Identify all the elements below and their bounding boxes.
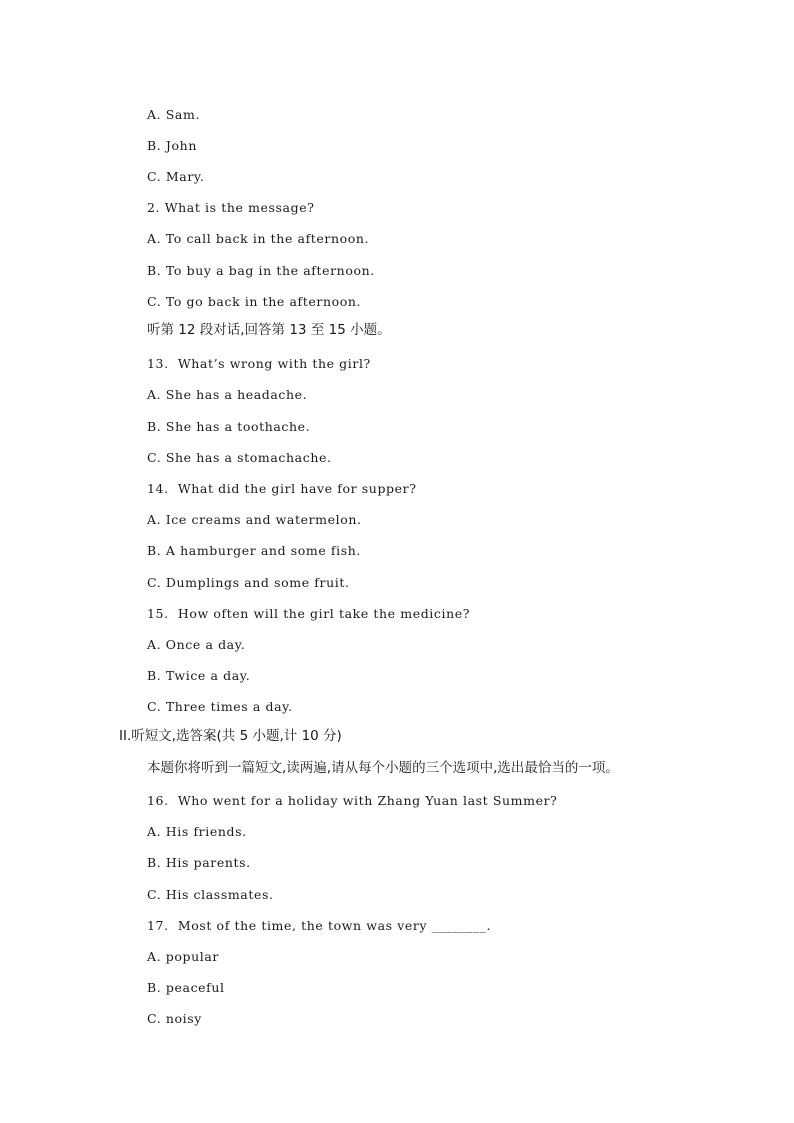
option-line: B. His parents. xyxy=(147,855,251,870)
option-line: B. To buy a bag in the afternoon. xyxy=(147,263,375,278)
option-line: C. She has a stomachache. xyxy=(147,450,332,465)
question-line: 15. How often will the girl take the medicine? xyxy=(147,606,471,621)
option-line: B. A hamburger and some fish. xyxy=(147,543,361,558)
option-line: C. noisy xyxy=(147,1011,202,1026)
option-line: C. Mary. xyxy=(147,169,205,184)
option-line: C. To go back in the afternoon. xyxy=(147,294,362,309)
option-line: A. She has a headache. xyxy=(147,387,308,402)
option-line: B. peaceful xyxy=(147,980,225,995)
instruction-line: 听第 12 段对话,回答第 13 至 15 小题。 xyxy=(147,322,391,338)
option-line: A. Once a day. xyxy=(147,637,246,652)
option-line: C. Dumplings and some fruit. xyxy=(147,575,350,590)
option-line: A. Sam. xyxy=(147,107,201,122)
option-line: B. Twice a day. xyxy=(147,668,251,683)
question-line: 16. Who went for a holiday with Zhang Yuan last Summer? xyxy=(147,793,558,808)
question-line: 14. What did the girl have for supper? xyxy=(147,481,417,496)
section-heading: II.听短文,选答案(共 5 小题,计 10 分) xyxy=(119,728,342,744)
option-line: B. She has a toothache. xyxy=(147,419,311,434)
option-line: B. John xyxy=(147,138,197,153)
option-line: C. His classmates. xyxy=(147,887,274,902)
option-line: A. Ice creams and watermelon. xyxy=(147,512,362,527)
instruction-line: 本题你将听到一篇短文,读两遍,请从每个小题的三个选项中,选出最恰当的一项。 xyxy=(147,760,619,776)
question-line: 13. What’s wrong with the girl? xyxy=(147,356,371,371)
option-line: A. To call back in the afternoon. xyxy=(147,231,370,246)
option-line: A. His friends. xyxy=(147,824,247,839)
option-line: A. popular xyxy=(147,949,219,964)
option-line: C. Three times a day. xyxy=(147,699,293,714)
question-line: 17. Most of the time, the town was very ________. xyxy=(147,918,492,933)
question-line: 2. What is the message? xyxy=(147,200,315,215)
